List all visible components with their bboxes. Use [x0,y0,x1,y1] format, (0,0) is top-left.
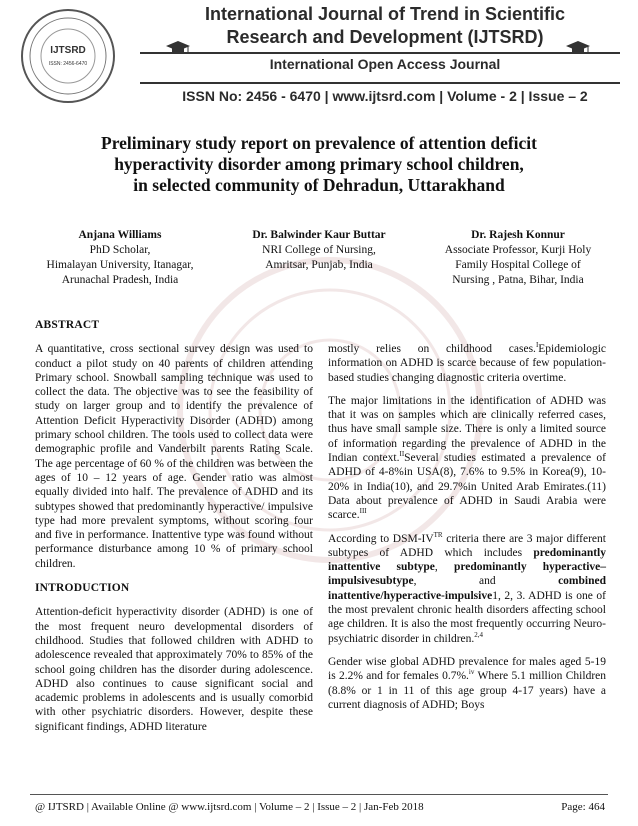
author-affiliation: PhD Scholar, [89,244,151,256]
page-number: Page: 464 [561,801,605,813]
header-divider [140,52,620,54]
paragraph: According to DSM-$IV^{TR}$ criteria there are 3 major different subtypes of ADHD which includes predominantly inattentive subtype, predominantly hyperactive–impulsivesubtype, and combined inattentive/hyperactive-impulsive1, 2, 3. ADHD is one of the most prevalent chronic health disorders affecting school age children. It is also the most frequently occurring Neuro-psychiatric disorder in children.$^{2,4}$ [328,530,606,645]
svg-text:IJTSRD: IJTSRD [50,45,86,56]
paragraph: The major limitations in the identification of ADHD was that it was on samples which are clinically referred cases, thus have small sample size. There is only a limited source of information regarding the prevalence of ADHD in the Indian context.$^{II}$Several studies estimated a prevalence of ADHD of 4-8%in USA(8), 7.6% to 9.5% in Korea(9), 10-20% in India(10), and 29.7%in United Arab Emirates.(11) Data about prevalence of ADHD in Saudi Arabia were scarce.$^{III}$ [328,394,606,522]
author-affiliation: Himalayan University, Itanagar, [46,259,194,271]
author-name: Dr. Balwinder Kaur Buttar [252,229,386,241]
paper-title [30,133,608,196]
introduction-heading: INTRODUCTION [35,582,130,595]
author-affiliation: Family Hospital College of [455,259,581,271]
title-line: hyperactivity disorder among primary school children, [114,154,524,174]
abstract-text: A quantitative, cross sectional survey design was used to conduct a pilot study on 40 parents of children attending Primary school. Snowball sampling technique was used to collect the data. The objective was to see the feasibility of study on larger group and to identify the prevalence of Attention Deficit Hyperactivity Disorder (ADHD) among primary school children. The tools used to collect data were demographic profile and Vanderbilt parents Rating Scale. The age percentage of 60 % of the children was between the ages of 10 – 12 years of age. Gender ratio was almost equally divided into half. The prevalence of ADHD and its subtypes showed that predominantly hyperactive/ impulsive type had more prevalent symptoms, without scoring four and five in performance. Inattentive type was found without performance disturbance among 10 % of primary school children. [35,343,313,570]
author-name: Anjana Williams [78,229,162,241]
author-block [20,228,220,288]
paragraph: Gender wise global ADHD prevalence for males aged 5-19 is 2.2% and for females 0.7%.$^{iv}$ Where 5.1 million Children (8.8% or 1 in 11 of this age group 4-17 years) have a current diagnosis of ADHD; Boys [328,655,607,711]
title-line: in selected community of Dehradun, Uttarakhand [133,175,505,195]
issn-line: ISSN No: 2456 - 6470 | www.ijtsrd.com | Volume - 2 | Issue – 2 [182,88,588,104]
header-divider [140,82,620,84]
author-name: Dr. Rajesh Konnur [471,229,565,241]
footer-citation: @ IJTSRD | Available Online @ www.ijtsrd.com | Volume – 2 | Issue – 2 | Jan-Feb 2018 [35,801,424,813]
journal-title: Research and Development (IJTSRD) [226,27,544,47]
journal-header [0,0,638,122]
introduction-text: Attention-deficit hyperactivity disorder (ADHD) is one of the most frequent neuro developmental disorders of childhood. Studies that followed children with ADHD to adolescence revealed that approximately 70% to 85% of the school going children has the disorder during adolescence. ADHD also continues to cause significant social and academic problems in adolescents and is usually comorbid with other psychiatric disorders. However, despite these significant findings, ADHD literature [35,606,313,733]
author-affiliation: Associate Professor, Kurji Holy [444,244,592,256]
journal-title: International Journal of Trend in Scientific [204,4,566,24]
journal-logo [20,8,116,104]
paragraph: mostly relies on childhood cases.$^I$Epidemiologic information on ADHD is scarce because of few population-based studies changing diagnostic criteria overtime. [328,341,606,384]
author-affiliation: Arunachal Pradesh, India [61,274,179,286]
title-line: Preliminary study report on prevalence of attention deficit [101,133,537,153]
author-affiliation: Amritsar, Punjab, India [265,259,373,271]
page-footer [35,801,605,813]
abstract-heading: ABSTRACT [35,319,100,331]
author-block [418,228,618,288]
svg-text:ISSN: 2456-6470: ISSN: 2456-6470 [48,61,88,67]
author-affiliation: Nursing , Patna, Bihar, India [452,274,584,286]
right-column [328,342,606,721]
left-column [35,318,313,743]
author-affiliation: NRI College of Nursing, [262,244,376,256]
journal-subtitle: International Open Access Journal [269,56,501,72]
author-block [219,228,419,273]
footer-divider [30,794,608,795]
